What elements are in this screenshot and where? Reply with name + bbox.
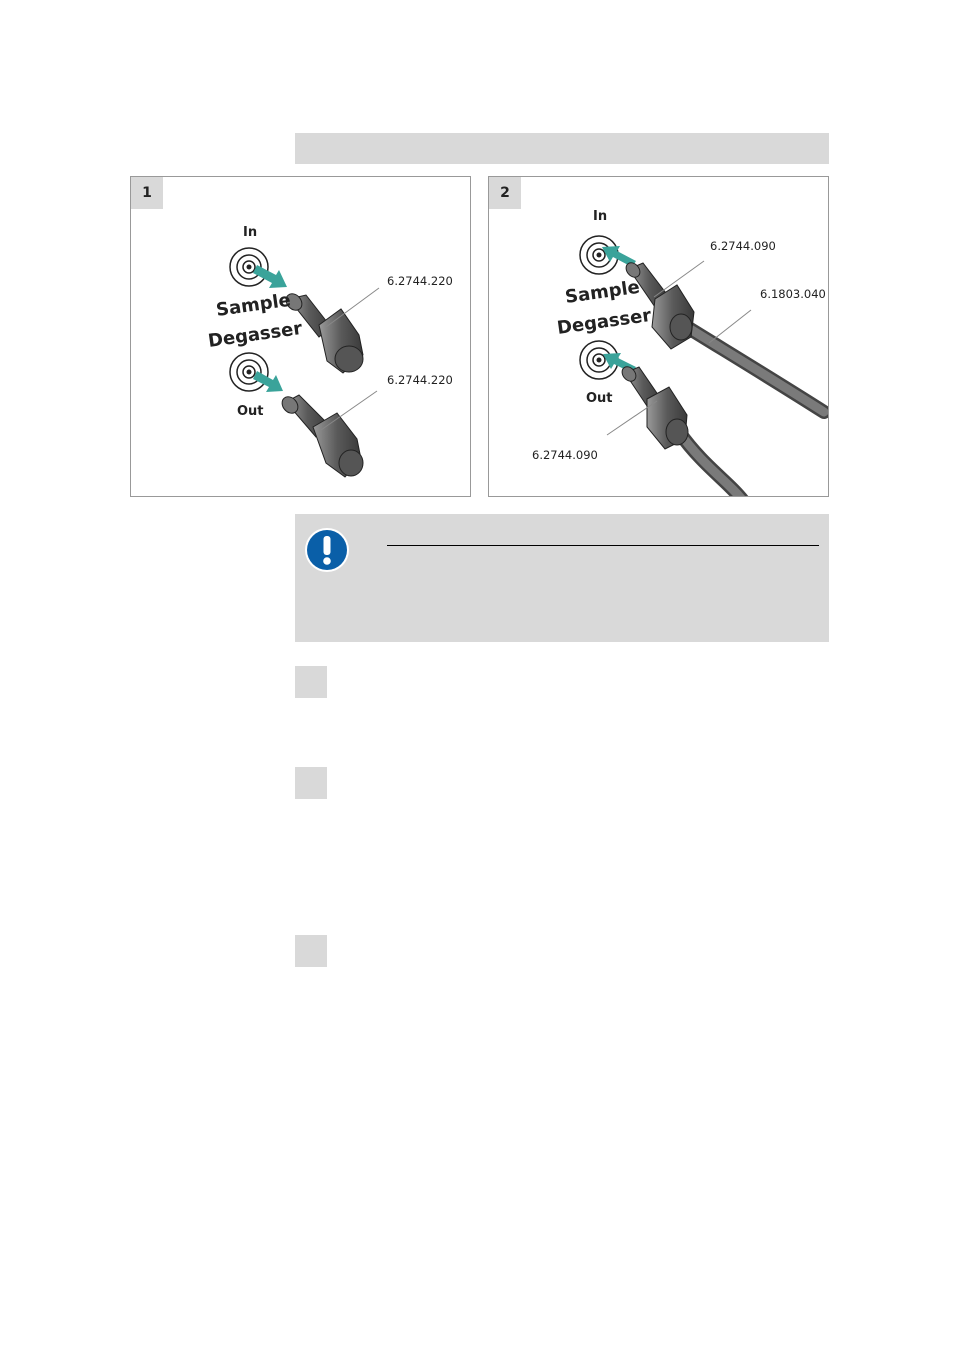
figure-1-number-badge: 1: [131, 177, 163, 209]
inlet-port-icon: [230, 248, 268, 286]
figure-1-illustration: [131, 177, 471, 497]
caution-notice-box: [295, 514, 829, 642]
label-in: In: [593, 209, 608, 224]
part-number-fitting-bottom: 6.2744.090: [532, 448, 598, 462]
label-sample: Sample: [214, 289, 293, 321]
exclamation-icon: [304, 527, 350, 573]
notice-title-rule: [387, 545, 819, 546]
step-marker: [295, 935, 327, 967]
outlet-port-icon: [230, 353, 268, 391]
label-degasser: Degasser: [206, 317, 304, 352]
fitting-top-icon: [623, 260, 694, 349]
plug-bottom-icon: [279, 394, 363, 477]
figure-2-panel: [488, 176, 829, 497]
part-number-tubing: 6.1803.040: [760, 287, 826, 301]
label-out: Out: [586, 391, 613, 406]
figure-2-illustration: [489, 177, 829, 497]
label-sample: Sample: [563, 276, 642, 308]
part-number-bottom: 6.2744.220: [387, 373, 453, 387]
label-degasser: Degasser: [555, 304, 653, 339]
figure-1-panel: [130, 176, 471, 497]
step-marker: [295, 767, 327, 799]
section-header-bar: [295, 133, 829, 164]
figure-2-number-badge: 2: [489, 177, 521, 209]
label-out: Out: [237, 404, 264, 419]
label-in: In: [243, 225, 258, 240]
fitting-bottom-icon: [619, 364, 688, 449]
part-number-top: 6.2744.220: [387, 274, 453, 288]
part-number-fitting-top: 6.2744.090: [710, 239, 776, 253]
step-marker: [295, 666, 327, 698]
